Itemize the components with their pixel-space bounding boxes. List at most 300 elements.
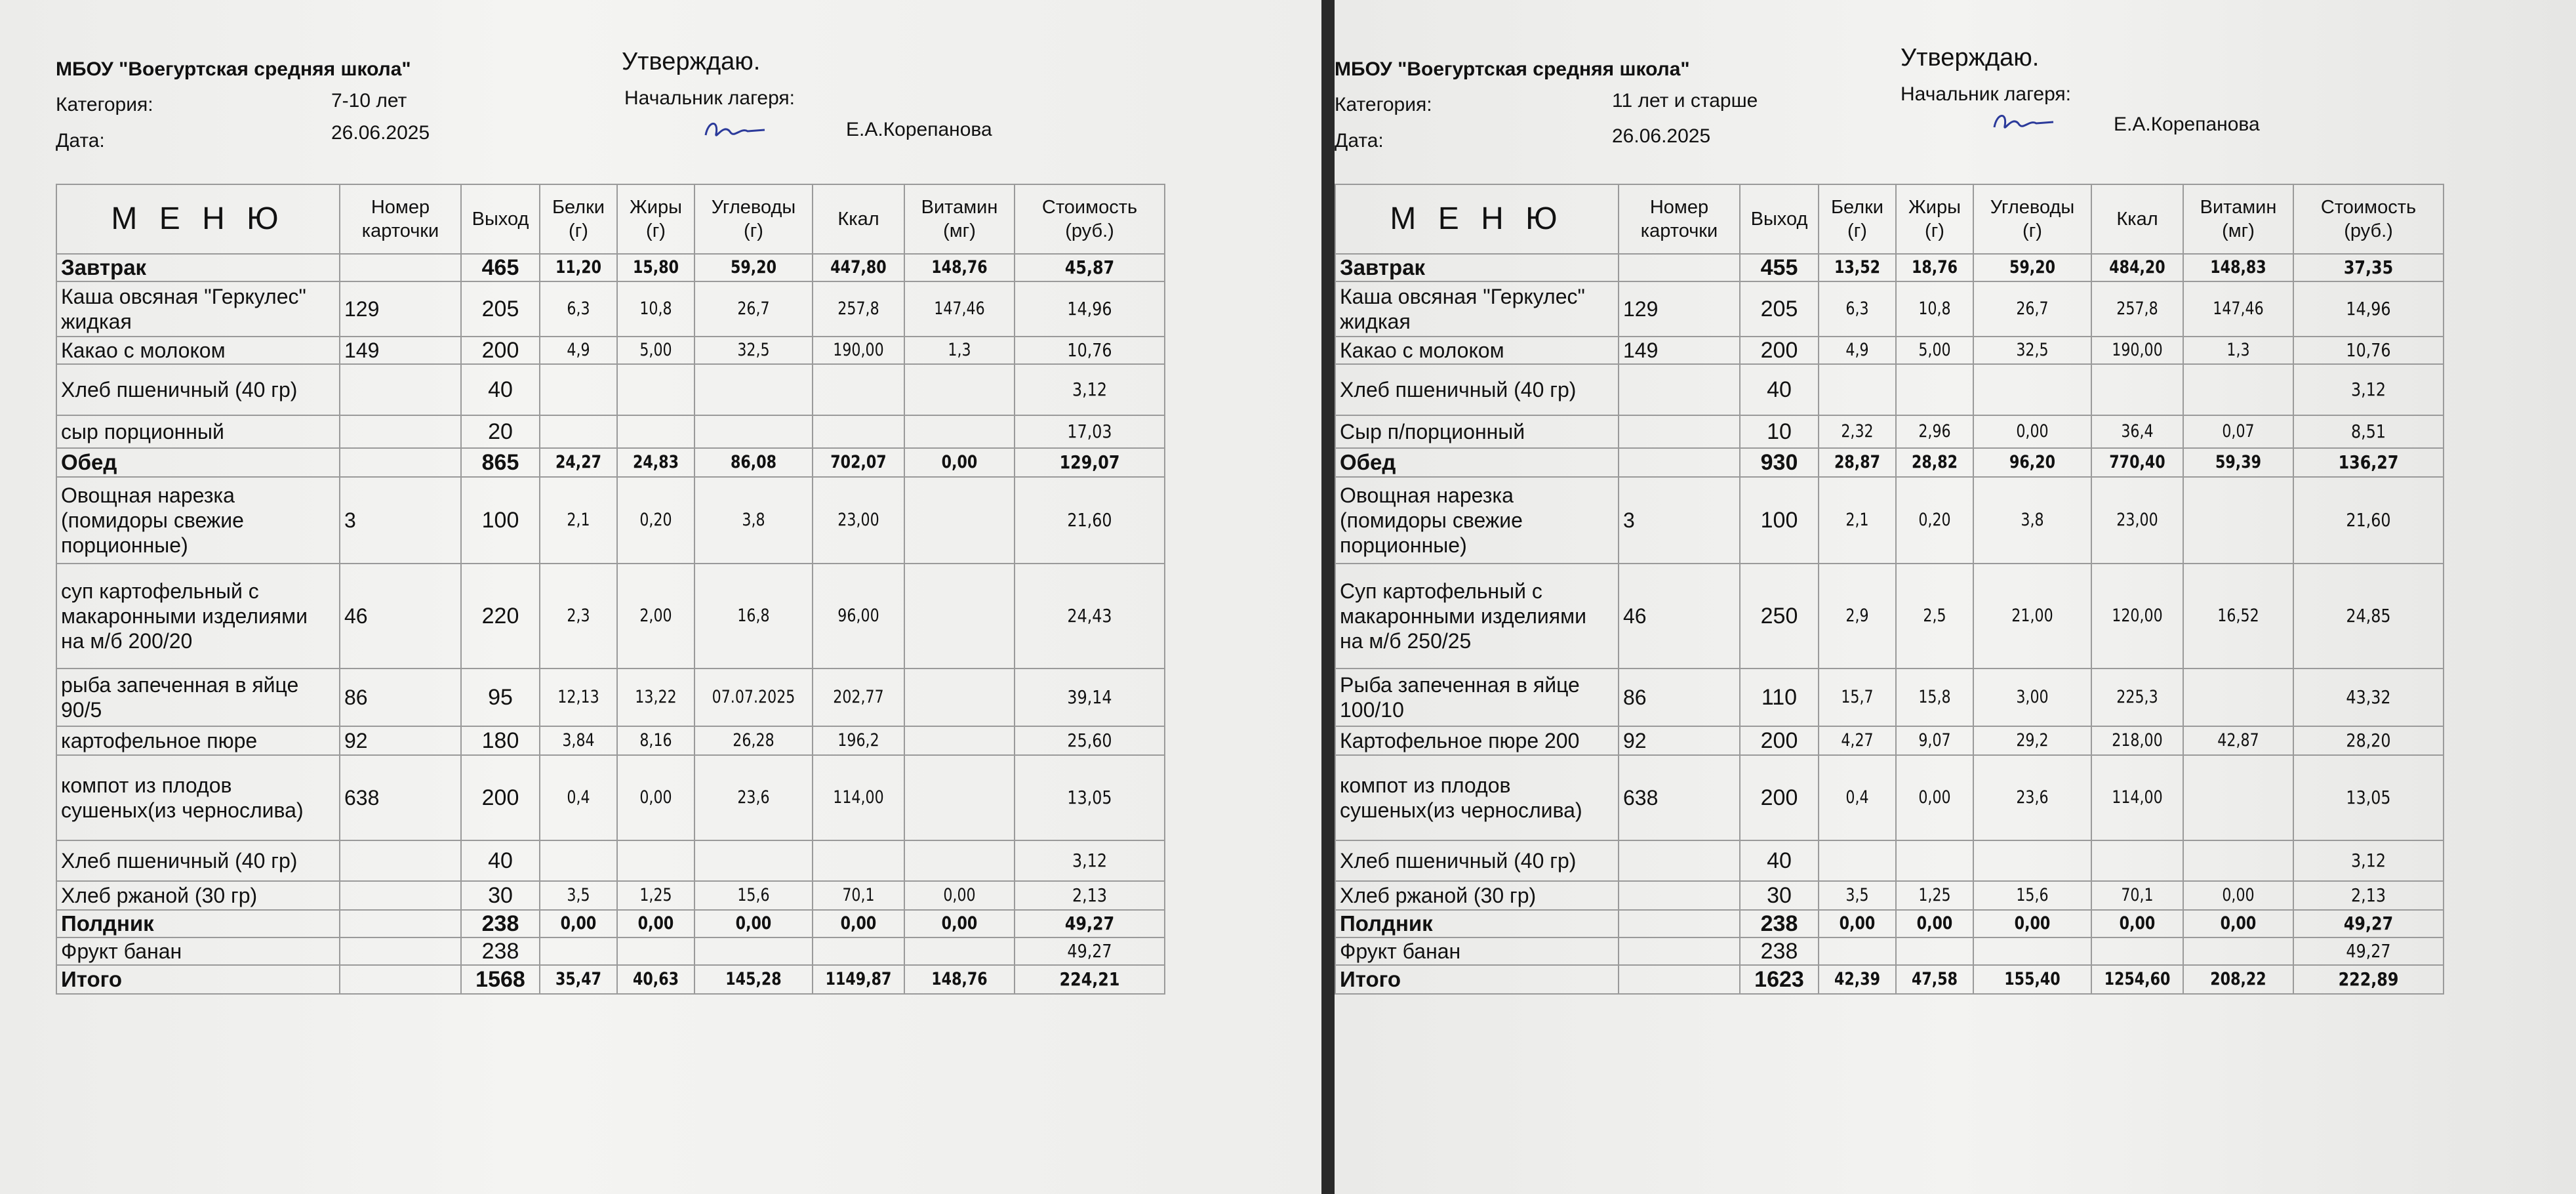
- table-cell-kcal: 202,77: [821, 669, 896, 726]
- table-cell-dish: компот из плодов сушеных(из чернослива): [56, 755, 340, 840]
- column-header-fats: Жиры (г): [617, 184, 694, 254]
- table-cell-dish: картофельное пюре: [56, 726, 340, 755]
- table-cell-proteins: 28,87: [1826, 448, 1889, 477]
- table-cell-vitamin: [2193, 669, 2284, 726]
- table-cell-vitamin: [914, 364, 1005, 415]
- table-row: [56, 937, 1165, 965]
- table-row: [56, 881, 1165, 910]
- table-cell-proteins: 2,3: [547, 564, 611, 669]
- table-cell-cost: 222,89: [2304, 965, 2432, 994]
- table-cell-card: [340, 364, 461, 415]
- table-cell-dish: Итого: [1335, 965, 1619, 994]
- table-cell-carbs: 15,6: [705, 881, 802, 910]
- date-label: Дата:: [1335, 130, 1384, 152]
- table-cell-output: 200: [1740, 755, 1819, 840]
- table-cell-kcal: 23,00: [2100, 477, 2175, 564]
- column-header-card: Номер карточки: [340, 184, 461, 254]
- table-row: [56, 669, 1165, 726]
- table-cell-proteins: 2,32: [1826, 415, 1889, 448]
- column-header-menu: М Е Н Ю: [1335, 184, 1619, 254]
- table-cell-proteins: 11,20: [547, 254, 611, 281]
- table-cell-card: 46: [1619, 564, 1740, 669]
- table-cell-fats: [1903, 364, 1967, 415]
- table-cell-proteins: 4,27: [1826, 726, 1889, 755]
- table-cell-dish: Фрукт банан: [1335, 937, 1619, 965]
- table-cell-carbs: [1984, 840, 2081, 881]
- table-cell-kcal: [821, 937, 896, 965]
- table-cell-dish: Хлеб пшеничный (40 гр): [1335, 840, 1619, 881]
- table-cell-output: 238: [1740, 937, 1819, 965]
- table-cell-kcal: 257,8: [821, 281, 896, 337]
- table-cell-kcal: 1254,60: [2100, 965, 2175, 994]
- table-cell-cost: 14,96: [2304, 281, 2432, 337]
- table-cell-fats: 10,8: [1903, 281, 1967, 337]
- table-cell-carbs: 26,7: [1984, 281, 2081, 337]
- table-cell-proteins: 15,7: [1826, 669, 1889, 726]
- column-header-kcal: Ккал: [813, 184, 904, 254]
- table-cell-vitamin: [2193, 840, 2284, 881]
- table-row: [56, 564, 1165, 669]
- column-header-menu: М Е Н Ю: [56, 184, 340, 254]
- table-cell-dish: Фрукт банан: [56, 937, 340, 965]
- table-row: [56, 415, 1165, 448]
- column-header-vitamin: Витамин (мг): [2183, 184, 2293, 254]
- category-value: 7-10 лет: [331, 90, 407, 112]
- table-cell-vitamin: 147,46: [914, 281, 1005, 337]
- table-cell-dish: Полдник: [56, 910, 340, 937]
- table-cell-kcal: 770,40: [2100, 448, 2175, 477]
- table-cell-output: 220: [461, 564, 540, 669]
- table-cell-dish: Хлеб пшеничный (40 гр): [56, 840, 340, 881]
- table-cell-output: 200: [461, 337, 540, 364]
- table-cell-kcal: 218,00: [2100, 726, 2175, 755]
- table-cell-carbs: 32,5: [705, 337, 802, 364]
- column-header-output: Выход: [1740, 184, 1819, 254]
- table-cell-fats: 15,80: [624, 254, 688, 281]
- camp-head-label: Начальник лагеря:: [1901, 83, 2072, 105]
- table-cell-vitamin: [914, 669, 1005, 726]
- table-cell-fats: 2,96: [1903, 415, 1967, 448]
- table-cell-output: 20: [461, 415, 540, 448]
- table-cell-proteins: [1826, 840, 1889, 881]
- table-cell-output: 238: [461, 910, 540, 937]
- table-cell-proteins: [547, 364, 611, 415]
- table-cell-carbs: 29,2: [1984, 726, 2081, 755]
- table-cell-kcal: [2100, 364, 2175, 415]
- table-cell-carbs: 145,28: [705, 965, 802, 994]
- table-cell-carbs: 3,8: [1984, 477, 2081, 564]
- table-cell-proteins: 13,52: [1826, 254, 1889, 281]
- table-cell-proteins: 3,5: [547, 881, 611, 910]
- table-cell-proteins: 2,1: [547, 477, 611, 564]
- table-cell-output: 455: [1740, 254, 1819, 281]
- table-cell-proteins: 35,47: [547, 965, 611, 994]
- table-cell-dish: Какао с молоком: [1335, 337, 1619, 364]
- table-cell-card: 86: [340, 669, 461, 726]
- table-cell-fats: 24,83: [624, 448, 688, 477]
- table-cell-vitamin: [914, 477, 1005, 564]
- table-cell-kcal: 120,00: [2100, 564, 2175, 669]
- table-cell-dish: Итого: [56, 965, 340, 994]
- table-cell-dish: компот из плодов сушеных(из чернослива): [1335, 755, 1619, 840]
- table-cell-cost: 49,27: [2304, 937, 2432, 965]
- table-cell-cost: 3,12: [1026, 840, 1154, 881]
- table-cell-cost: 14,96: [1026, 281, 1154, 337]
- table-cell-fats: 0,20: [624, 477, 688, 564]
- table-cell-card: 129: [340, 281, 461, 337]
- table-cell-vitamin: 0,00: [2193, 910, 2284, 937]
- table-row: [1335, 364, 2444, 415]
- table-row: [1335, 840, 2444, 881]
- column-header-fats: Жиры (г): [1896, 184, 1973, 254]
- table-row-section: [1335, 448, 2444, 477]
- table-cell-proteins: 12,13: [547, 669, 611, 726]
- table-cell-kcal: [821, 364, 896, 415]
- table-cell-fats: 0,00: [1903, 910, 1967, 937]
- table-cell-output: 205: [461, 281, 540, 337]
- signature-icon: [702, 115, 774, 146]
- table-cell-carbs: 26,28: [705, 726, 802, 755]
- table-cell-kcal: 0,00: [2100, 910, 2175, 937]
- signature-icon: [1990, 108, 2063, 138]
- table-cell-cost: 49,27: [1026, 937, 1154, 965]
- table-cell-carbs: 96,20: [1984, 448, 2081, 477]
- table-cell-output: 30: [461, 881, 540, 910]
- table-row: [1335, 937, 2444, 965]
- table-cell-output: 238: [1740, 910, 1819, 937]
- table-cell-fats: [624, 364, 688, 415]
- table-cell-carbs: 07.07.2025: [705, 669, 802, 726]
- table-cell-card: 638: [340, 755, 461, 840]
- camp-head-name: Е.А.Корепанова: [846, 119, 992, 140]
- table-cell-vitamin: 0,07: [2193, 415, 2284, 448]
- approve-label: Утверждаю.: [622, 48, 761, 75]
- table-cell-cost: 3,12: [2304, 840, 2432, 881]
- table-cell-output: 40: [461, 840, 540, 881]
- table-cell-carbs: 3,00: [1984, 669, 2081, 726]
- table-cell-output: 40: [1740, 364, 1819, 415]
- table-row: [1335, 755, 2444, 840]
- table-cell-vitamin: [914, 564, 1005, 669]
- table-cell-card: [340, 937, 461, 965]
- table-cell-vitamin: [914, 726, 1005, 755]
- table-cell-proteins: 4,9: [1826, 337, 1889, 364]
- table-cell-output: 110: [1740, 669, 1819, 726]
- menu-sheet-right: [1335, 0, 2576, 1194]
- table-cell-carbs: [1984, 364, 2081, 415]
- table-cell-vitamin: [2193, 937, 2284, 965]
- table-cell-output: 465: [461, 254, 540, 281]
- table-cell-carbs: 16,8: [705, 564, 802, 669]
- table-cell-dish: Хлеб пшеничный (40 гр): [1335, 364, 1619, 415]
- table-cell-card: [1619, 840, 1740, 881]
- table-cell-kcal: 190,00: [821, 337, 896, 364]
- table-cell-cost: 49,27: [2304, 910, 2432, 937]
- table-cell-output: 40: [461, 364, 540, 415]
- table-cell-kcal: 70,1: [821, 881, 896, 910]
- table-cell-vitamin: [914, 937, 1005, 965]
- table-cell-fats: 15,8: [1903, 669, 1967, 726]
- table-cell-cost: 2,13: [1026, 881, 1154, 910]
- table-cell-fats: 2,5: [1903, 564, 1967, 669]
- table-cell-proteins: 6,3: [1826, 281, 1889, 337]
- table-cell-fats: 1,25: [624, 881, 688, 910]
- table-cell-vitamin: 0,00: [914, 910, 1005, 937]
- column-header-card: Номер карточки: [1619, 184, 1740, 254]
- table-cell-card: [340, 910, 461, 937]
- table-cell-carbs: 59,20: [705, 254, 802, 281]
- table-cell-vitamin: [2193, 364, 2284, 415]
- table-cell-dish: Каша овсяная "Геркулес" жидкая: [56, 281, 340, 337]
- date-value: 26.06.2025: [1612, 125, 1711, 147]
- table-cell-kcal: [821, 415, 896, 448]
- table-cell-output: 200: [1740, 337, 1819, 364]
- table-cell-proteins: 42,39: [1826, 965, 1889, 994]
- column-header-cost: Стоимость (руб.): [2293, 184, 2444, 254]
- table-cell-output: 10: [1740, 415, 1819, 448]
- table-cell-cost: 45,87: [1026, 254, 1154, 281]
- table-row-section: [56, 254, 1165, 281]
- table-cell-cost: 49,27: [1026, 910, 1154, 937]
- table-row: [56, 337, 1165, 364]
- table-cell-dish: Какао с молоком: [56, 337, 340, 364]
- table-cell-vitamin: 1,3: [914, 337, 1005, 364]
- table-cell-vitamin: 0,00: [914, 448, 1005, 477]
- table-cell-kcal: 114,00: [821, 755, 896, 840]
- table-cell-dish: Завтрак: [56, 254, 340, 281]
- table-cell-vitamin: [914, 415, 1005, 448]
- table-cell-vitamin: [2193, 477, 2284, 564]
- table-cell-fats: 13,22: [624, 669, 688, 726]
- table-cell-kcal: 0,00: [821, 910, 896, 937]
- table-cell-card: [1619, 881, 1740, 910]
- table-cell-fats: 0,00: [624, 755, 688, 840]
- table-cell-fats: 1,25: [1903, 881, 1967, 910]
- table-row: [1335, 337, 2444, 364]
- table-cell-carbs: [705, 840, 802, 881]
- table-cell-kcal: 96,00: [821, 564, 896, 669]
- table-cell-carbs: [705, 415, 802, 448]
- table-cell-kcal: 447,80: [821, 254, 896, 281]
- table-cell-output: 930: [1740, 448, 1819, 477]
- table-cell-cost: 3,12: [1026, 364, 1154, 415]
- table-cell-fats: 10,8: [624, 281, 688, 337]
- table-cell-card: [340, 965, 461, 994]
- table-cell-fats: [624, 937, 688, 965]
- table-cell-carbs: 155,40: [1984, 965, 2081, 994]
- table-cell-cost: 2,13: [2304, 881, 2432, 910]
- table-row-section: [1335, 910, 2444, 937]
- table-row-section: [56, 910, 1165, 937]
- table-cell-carbs: [705, 937, 802, 965]
- table-cell-kcal: 114,00: [2100, 755, 2175, 840]
- table-cell-cost: 129,07: [1026, 448, 1154, 477]
- menu-table: [1335, 184, 2444, 995]
- table-cell-kcal: 1149,87: [821, 965, 896, 994]
- table-row-section: [56, 965, 1165, 994]
- table-cell-cost: 37,35: [2304, 254, 2432, 281]
- table-cell-dish: суп картофельный с макаронными изделиями на м/б 200/20: [56, 564, 340, 669]
- table-cell-card: 3: [340, 477, 461, 564]
- table-cell-dish: Обед: [56, 448, 340, 477]
- camp-head-name: Е.А.Корепанова: [2114, 113, 2260, 135]
- table-cell-card: 46: [340, 564, 461, 669]
- table-row: [56, 364, 1165, 415]
- table-row-section: [1335, 965, 2444, 994]
- table-cell-fats: 28,82: [1903, 448, 1967, 477]
- table-row: [56, 477, 1165, 564]
- table-row: [1335, 669, 2444, 726]
- table-cell-dish: сыр порционный: [56, 415, 340, 448]
- date-value: 26.06.2025: [331, 122, 430, 144]
- table-cell-card: [1619, 965, 1740, 994]
- table-cell-vitamin: 208,22: [2193, 965, 2284, 994]
- table-cell-dish: Овощная нарезка (помидоры свежие порционные): [56, 477, 340, 564]
- table-cell-proteins: 4,9: [547, 337, 611, 364]
- table-cell-output: 100: [1740, 477, 1819, 564]
- table-cell-output: 30: [1740, 881, 1819, 910]
- table-cell-fats: [624, 415, 688, 448]
- table-cell-proteins: 0,00: [547, 910, 611, 937]
- table-cell-vitamin: 0,00: [2193, 881, 2284, 910]
- table-cell-cost: 43,32: [2304, 669, 2432, 726]
- table-cell-carbs: 15,6: [1984, 881, 2081, 910]
- table-cell-fats: 2,00: [624, 564, 688, 669]
- table-row: [1335, 564, 2444, 669]
- table-cell-card: 92: [340, 726, 461, 755]
- table-cell-vitamin: 0,00: [914, 881, 1005, 910]
- table-cell-cost: 39,14: [1026, 669, 1154, 726]
- table-row: [1335, 881, 2444, 910]
- school-name: МБОУ "Воегуртская средняя школа": [56, 58, 411, 80]
- table-cell-carbs: [705, 364, 802, 415]
- table-row: [56, 726, 1165, 755]
- table-cell-cost: 25,60: [1026, 726, 1154, 755]
- table-cell-dish: Хлеб ржаной (30 гр): [1335, 881, 1619, 910]
- table-cell-proteins: 0,4: [1826, 755, 1889, 840]
- table-cell-card: [1619, 937, 1740, 965]
- menu-table: [56, 184, 1165, 995]
- table-cell-proteins: 2,1: [1826, 477, 1889, 564]
- table-cell-vitamin: 148,76: [914, 965, 1005, 994]
- table-row: [1335, 415, 2444, 448]
- table-cell-card: [1619, 910, 1740, 937]
- table-row: [56, 840, 1165, 881]
- table-cell-fats: 18,76: [1903, 254, 1967, 281]
- table-row: [1335, 477, 2444, 564]
- table-cell-card: 638: [1619, 755, 1740, 840]
- table-cell-cost: 17,03: [1026, 415, 1154, 448]
- table-cell-dish: Сыр п/порционный: [1335, 415, 1619, 448]
- table-cell-cost: 13,05: [2304, 755, 2432, 840]
- table-cell-output: 40: [1740, 840, 1819, 881]
- table-cell-cost: 224,21: [1026, 965, 1154, 994]
- table-cell-card: [340, 881, 461, 910]
- table-cell-output: 180: [461, 726, 540, 755]
- table-cell-card: [340, 840, 461, 881]
- table-cell-card: 92: [1619, 726, 1740, 755]
- table-cell-proteins: [1826, 364, 1889, 415]
- table-cell-cost: 136,27: [2304, 448, 2432, 477]
- table-cell-carbs: [1984, 937, 2081, 965]
- column-header-kcal: Ккал: [2091, 184, 2183, 254]
- school-name: МБОУ "Воегуртская средняя школа": [1335, 58, 1690, 80]
- table-cell-vitamin: 42,87: [2193, 726, 2284, 755]
- table-cell-carbs: 59,20: [1984, 254, 2081, 281]
- table-cell-kcal: 257,8: [2100, 281, 2175, 337]
- table-cell-carbs: 0,00: [1984, 910, 2081, 937]
- table-cell-dish: Завтрак: [1335, 254, 1619, 281]
- table-cell-output: 238: [461, 937, 540, 965]
- date-label: Дата:: [56, 130, 105, 152]
- table-cell-dish: Обед: [1335, 448, 1619, 477]
- table-cell-card: [340, 254, 461, 281]
- table-cell-fats: 40,63: [624, 965, 688, 994]
- table-cell-kcal: [2100, 840, 2175, 881]
- column-header-proteins: Белки (г): [1819, 184, 1896, 254]
- table-cell-carbs: 23,6: [705, 755, 802, 840]
- table-cell-proteins: 0,00: [1826, 910, 1889, 937]
- table-row-section: [56, 448, 1165, 477]
- table-cell-card: [340, 415, 461, 448]
- table-cell-cost: 28,20: [2304, 726, 2432, 755]
- table-cell-proteins: 3,84: [547, 726, 611, 755]
- category-label: Категория:: [1335, 94, 1432, 115]
- table-cell-dish: Картофельное пюре 200: [1335, 726, 1619, 755]
- table-cell-output: 95: [461, 669, 540, 726]
- table-cell-cost: 10,76: [2304, 337, 2432, 364]
- table-cell-fats: 0,00: [624, 910, 688, 937]
- table-cell-card: [1619, 364, 1740, 415]
- table-cell-dish: Полдник: [1335, 910, 1619, 937]
- table-row: [56, 755, 1165, 840]
- table-cell-proteins: 3,5: [1826, 881, 1889, 910]
- table-cell-vitamin: 148,76: [914, 254, 1005, 281]
- table-cell-card: [1619, 415, 1740, 448]
- table-cell-proteins: 24,27: [547, 448, 611, 477]
- table-cell-output: 200: [1740, 726, 1819, 755]
- column-header-vitamin: Витамин (мг): [904, 184, 1015, 254]
- category-value: 11 лет и старше: [1612, 90, 1758, 112]
- table-cell-cost: 10,76: [1026, 337, 1154, 364]
- column-header-proteins: Белки (г): [540, 184, 617, 254]
- table-cell-proteins: 6,3: [547, 281, 611, 337]
- table-cell-card: 3: [1619, 477, 1740, 564]
- table-cell-dish: Хлеб ржаной (30 гр): [56, 881, 340, 910]
- table-cell-vitamin: [914, 840, 1005, 881]
- column-header-carbs: Углеводы (г): [1973, 184, 2091, 254]
- table-cell-fats: 47,58: [1903, 965, 1967, 994]
- table-cell-carbs: 3,8: [705, 477, 802, 564]
- table-cell-card: 149: [1619, 337, 1740, 364]
- table-cell-card: 149: [340, 337, 461, 364]
- table-row: [1335, 726, 2444, 755]
- table-cell-vitamin: 148,83: [2193, 254, 2284, 281]
- table-cell-proteins: [547, 415, 611, 448]
- table-cell-fats: 0,00: [1903, 755, 1967, 840]
- table-cell-dish: Суп картофельный с макаронными изделиями на м/б 250/25: [1335, 564, 1619, 669]
- table-cell-proteins: [1826, 937, 1889, 965]
- table-cell-cost: 21,60: [1026, 477, 1154, 564]
- table-cell-vitamin: 147,46: [2193, 281, 2284, 337]
- table-cell-carbs: 0,00: [705, 910, 802, 937]
- table-cell-card: 86: [1619, 669, 1740, 726]
- table-cell-vitamin: [2193, 755, 2284, 840]
- table-cell-fats: [1903, 840, 1967, 881]
- table-cell-carbs: 21,00: [1984, 564, 2081, 669]
- table-cell-dish: Рыба запеченная в яйце 100/10: [1335, 669, 1619, 726]
- table-cell-dish: рыба запеченная в яйце 90/5: [56, 669, 340, 726]
